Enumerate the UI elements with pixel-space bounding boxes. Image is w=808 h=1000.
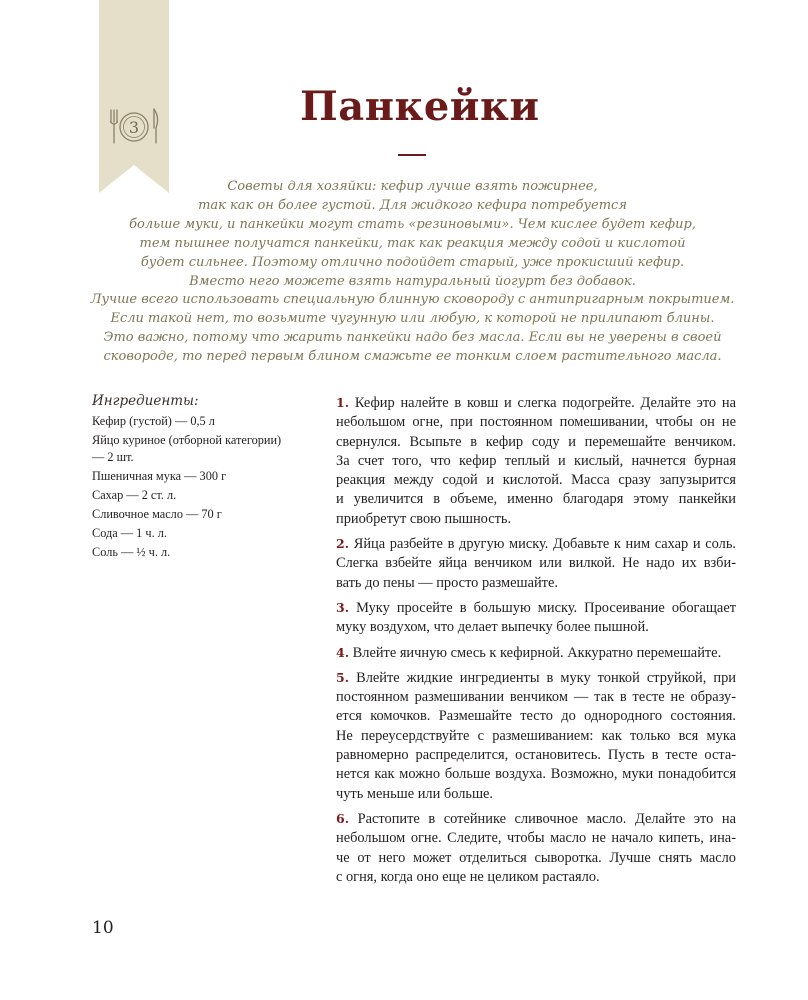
chapter-number: 3 <box>128 118 140 137</box>
ingredient-item: Соль — ½ ч. л. <box>92 544 171 559</box>
ingredient-item: Сода — 1 ч. л. <box>92 525 167 540</box>
step-text-line: Растопите в сотейнике сливочное масло. Делайте это на <box>357 810 736 827</box>
step-text-line: нется как можно больше воздуха. Возможно, муки понадобится <box>336 766 736 783</box>
step-number: 3. <box>336 599 350 615</box>
tips-line: тем пышнее получатся панкейки, так как реакция между содой и кислотой <box>139 235 686 251</box>
step-number: 6. <box>336 810 350 826</box>
tips-line: сковороде, то перед первым блином смажьте ее тонким слоем растительного масла. <box>103 349 722 365</box>
tips-line: Советы для хозяйки: кефир лучше взять пожирнее, <box>227 179 598 194</box>
step-5 <box>336 668 736 804</box>
step-text-line: За счет того, что кефир теплый и кислый, начнется бурная <box>336 452 736 469</box>
step-3 <box>336 598 736 638</box>
ingredients-list <box>92 413 292 563</box>
tips-line: будет сильнее. Поэтому отлично подойдет старый, уже прокисший кефир. <box>140 254 685 270</box>
step-text-line: муку воздухом, что делает выпечку более пышной. <box>336 619 649 636</box>
tips-line: так как он более густой. Для жидкого кефира потребуется <box>198 197 627 213</box>
step-text-line: и увеличится в объеме, именно благодаря этому панкейки <box>336 491 736 508</box>
tips-line: Лучше всего использовать специальную блинную сковороду с антипригарным покрытием. <box>90 292 735 308</box>
page-number: 10 <box>92 918 114 938</box>
step-number: 4. <box>336 644 350 660</box>
ingredients-heading: Ингредиенты: <box>92 393 199 409</box>
step-4 <box>336 643 736 663</box>
step-text-line: равномерно распределится, остановитесь. Пусть в тесте оста- <box>336 747 736 764</box>
step-text-line: небольшом огне. Следите, чтобы масло не начало кипеть, ина- <box>336 830 736 847</box>
step-text-line: Влейте яичную смесь к кефирной. Аккуратно перемешайте. <box>352 644 722 661</box>
chapter-ribbon <box>99 0 169 193</box>
ingredient-item: Сливочное масло — 70 г <box>92 506 222 521</box>
step-2 <box>336 534 736 593</box>
ingredient-item: Пшеничная мука — 300 г <box>92 468 227 483</box>
step-text-line: Яйца разбейте в другую миску. Добавьте к ним сахар и соль. <box>353 536 736 553</box>
step-text-line: ется комочков. Размешайте тесто до однородного состояния. <box>336 708 736 725</box>
plate-fork-knife-icon <box>99 0 169 193</box>
ingredient-item: Яйцо куриное (отборной категории) — 2 шт. <box>92 433 282 464</box>
step-text-line: Влейте жидкие ингредиенты в муку тонкой струйкой, при <box>356 669 736 686</box>
step-text-line: свернулся. Всыпьте в кефир соду и перемешайте венчиком. <box>336 433 736 450</box>
step-text-line: че от него может отделиться сыворотка. Лучше снять масло <box>336 849 736 866</box>
title-divider <box>398 154 426 156</box>
step-number: 5. <box>336 669 350 685</box>
tips-line: больше муки, и панкейки могут стать «резиновыми». Чем кислее будет кефир, <box>129 216 696 232</box>
ingredient-item: Кефир (густой) — 0,5 л <box>92 414 215 428</box>
recipe-title: Панкейки <box>300 83 540 130</box>
step-text-line: постоянном размешивании венчиком — так в тесте не образу- <box>336 689 736 706</box>
step-number: 1. <box>336 395 350 410</box>
step-text-line: Не переусердствуйте с размешиванием: как только вся мука <box>336 727 736 744</box>
step-text-line: реакция между содой и кислотой. Масса сразу запузырится <box>336 472 736 489</box>
step-text-line: приобретут свою пышность. <box>336 510 512 527</box>
step-text-line: небольшом огне, при постоянном помешивании, чтобы он не <box>336 414 736 431</box>
ingredient-item: Сахар — 2 ст. л. <box>92 487 177 502</box>
step-text-line: Муку просейте в большую миску. Просеивание обогащает <box>356 599 736 616</box>
step-text-line: Кефир налейте в ковш и слегка подогрейте. Делайте это на <box>354 395 736 411</box>
housewife-tips <box>80 178 745 367</box>
step-1 <box>336 393 736 529</box>
step-number: 2. <box>336 536 350 552</box>
recipe-steps <box>336 393 736 892</box>
step-text-line: Слегка взбейте яйца венчиком или вилкой. Не надо их взби- <box>336 555 736 572</box>
step-text-line: вать до пены — просто размешайте. <box>336 574 558 591</box>
tips-line: Вместо него можете взять натуральный йогурт без добавок. <box>189 273 636 289</box>
tips-line: Это важно, потому что жарить панкейки надо без масла. Если вы не уверены в своей <box>103 330 722 346</box>
step-text-line: чуть меньше или больше. <box>336 785 494 802</box>
step-6 <box>336 809 736 887</box>
tips-line: Если такой нет, то возьмите чугунную или любую, к которой не прилипают блины. <box>110 311 715 327</box>
step-text-line: с огня, когда оно еще не целиком растаяло. <box>336 868 600 885</box>
